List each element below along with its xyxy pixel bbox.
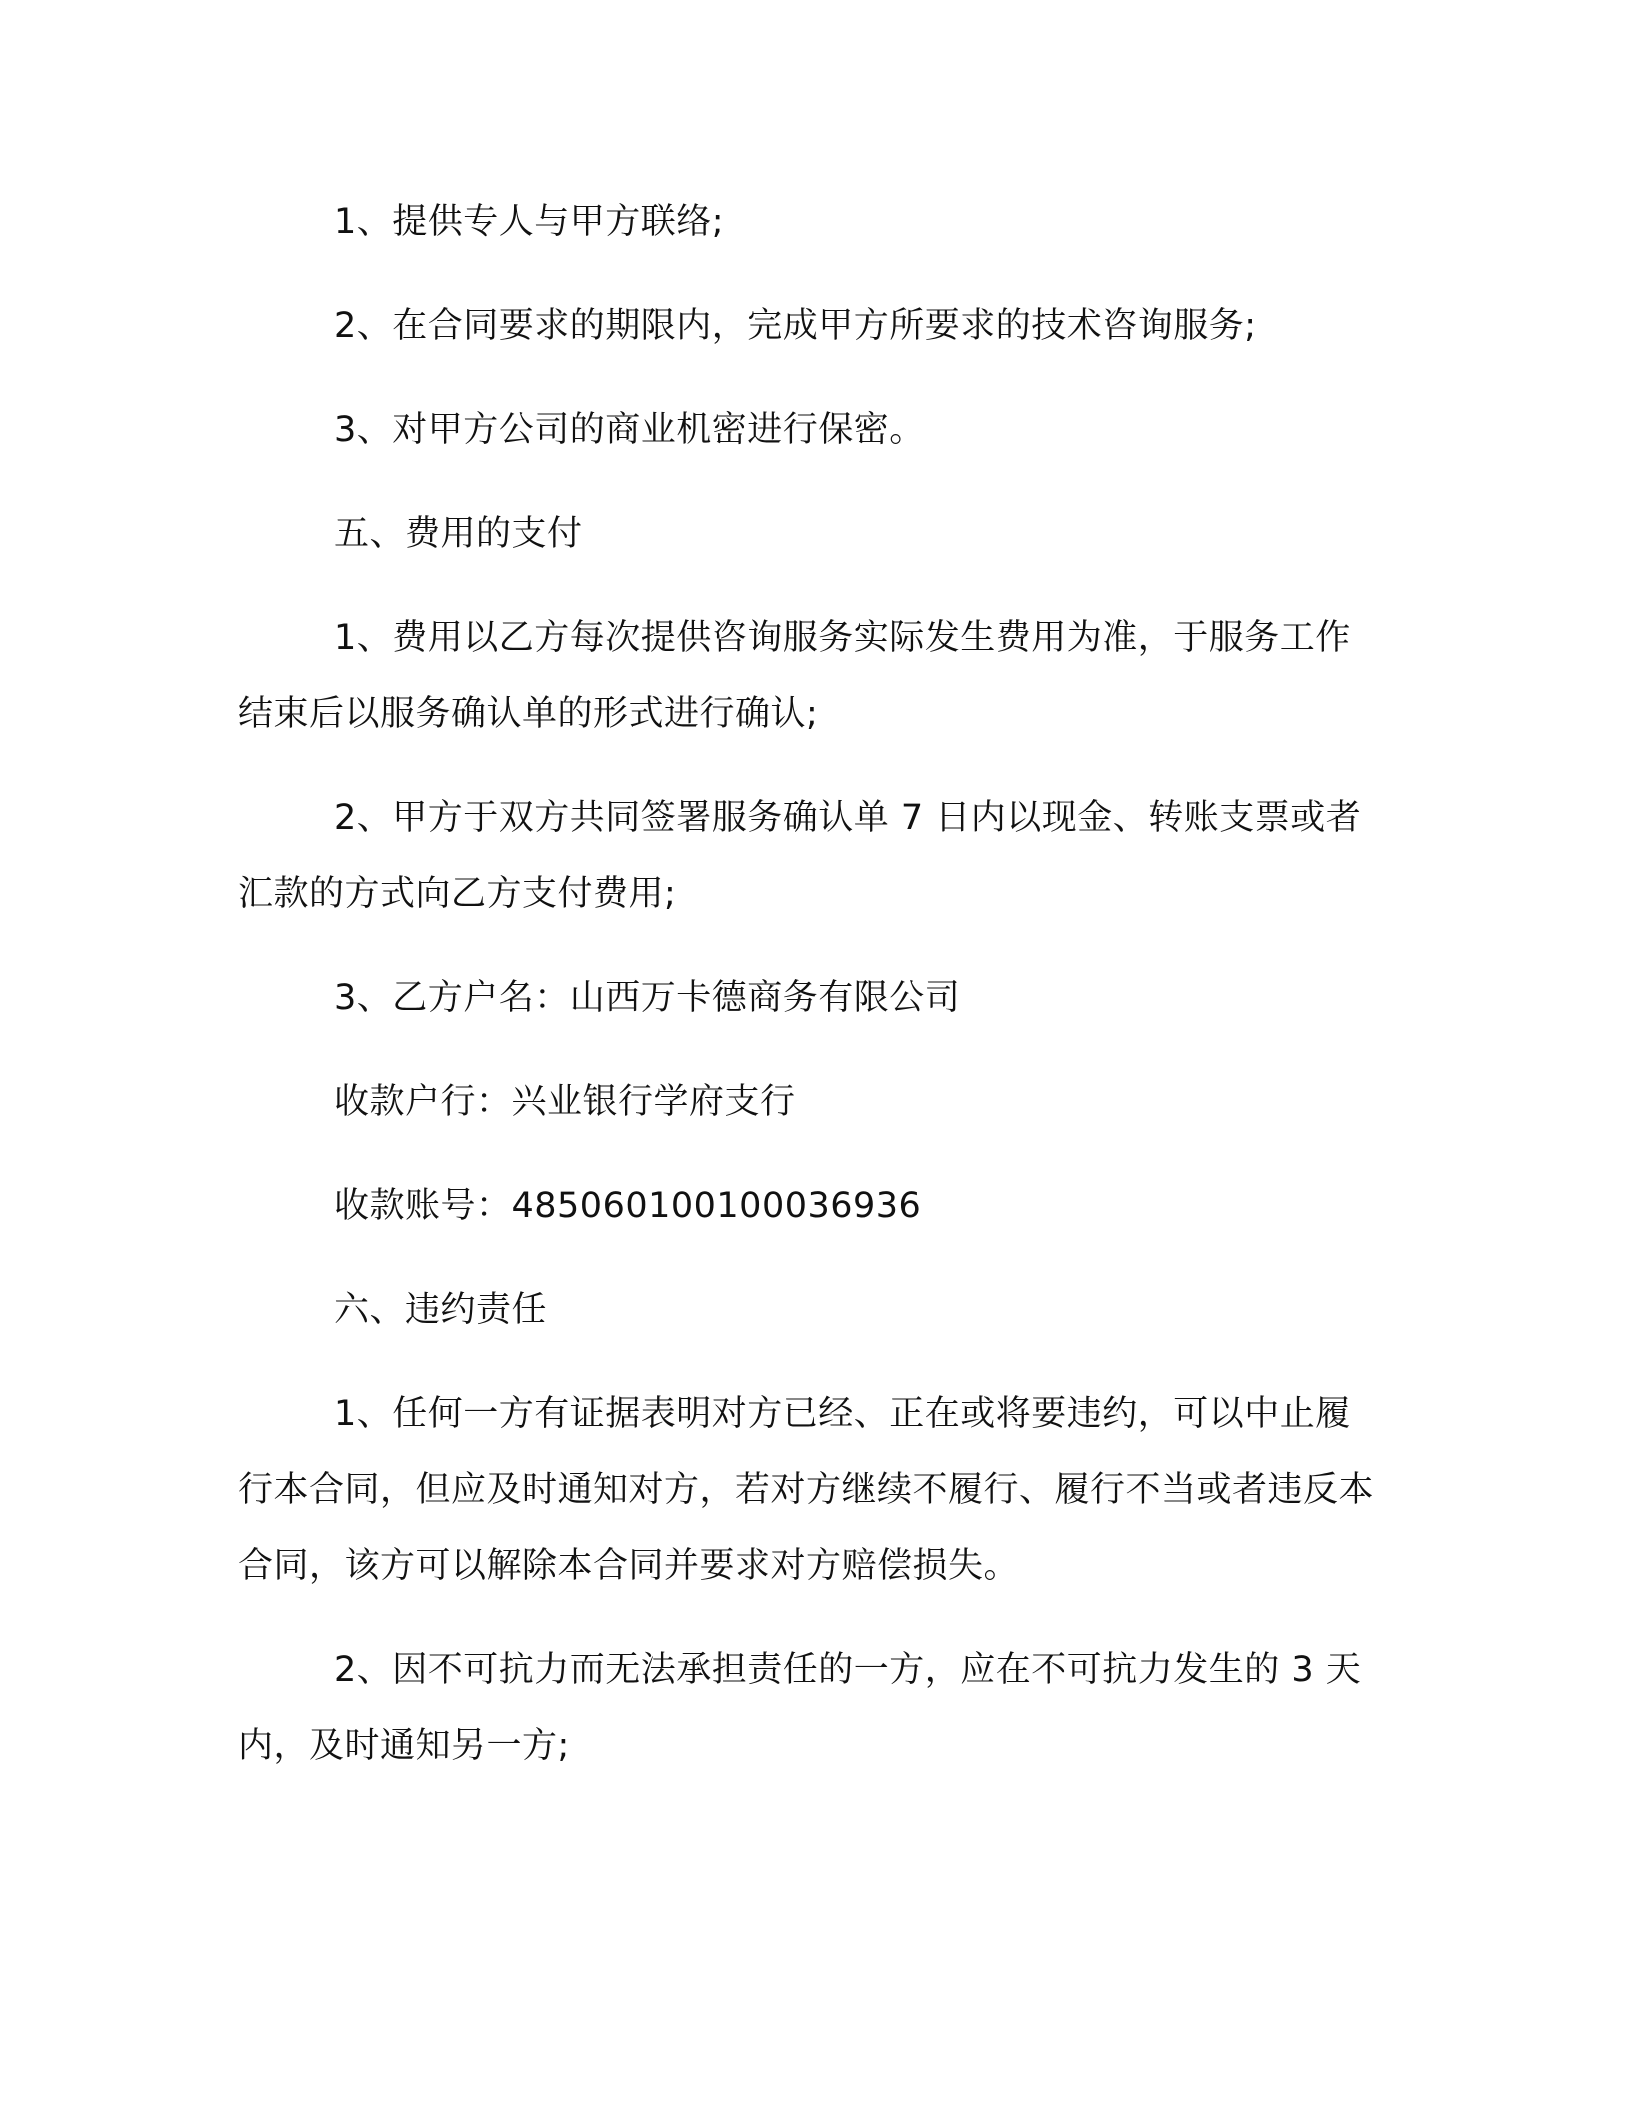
clause-5-1: 1、费用以乙方每次提供咨询服务实际发生费用为准，于服务工作结束后以服务确认单的形式进行确认; [238,618,1351,734]
clause-6-2: 2、因不可抗力而无法承担责任的一方，应在不可抗力发生的 3 天内，及时通知另一方; [238,1650,1362,1766]
clause-5-3-account-name: 3、乙方户名：山西万卡德商务有限公司 [334,978,961,1018]
clause-4-3: 3、对甲方公司的商业机密进行保密。 [334,410,925,450]
receiving-bank: 收款户行：兴业银行学府支行 [334,1082,796,1122]
clause-5-2: 2、甲方于双方共同签署服务确认单 7 日内以现金、转账支票或者汇款的方式向乙方支付费用; [238,798,1362,914]
receiving-account-number: 收款账号：485060100100036936 [334,1186,922,1226]
section-heading-payment: 五、费用的支付 [334,514,583,554]
clause-4-1: 1、提供专人与甲方联络; [334,202,725,242]
clause-6-1: 1、任何一方有证据表明对方已经、正在或将要违约，可以中止履行本合同，但应及时通知对方，若对方继续不履行、履行不当或者违反本合同，该方可以解除本合同并要求对方赔偿损失。 [238,1394,1375,1586]
clause-4-2: 2、在合同要求的期限内，完成甲方所要求的技术咨询服务; [334,306,1257,346]
section-heading-breach: 六、违约责任 [334,1290,548,1330]
document-body [238,184,1378,1812]
